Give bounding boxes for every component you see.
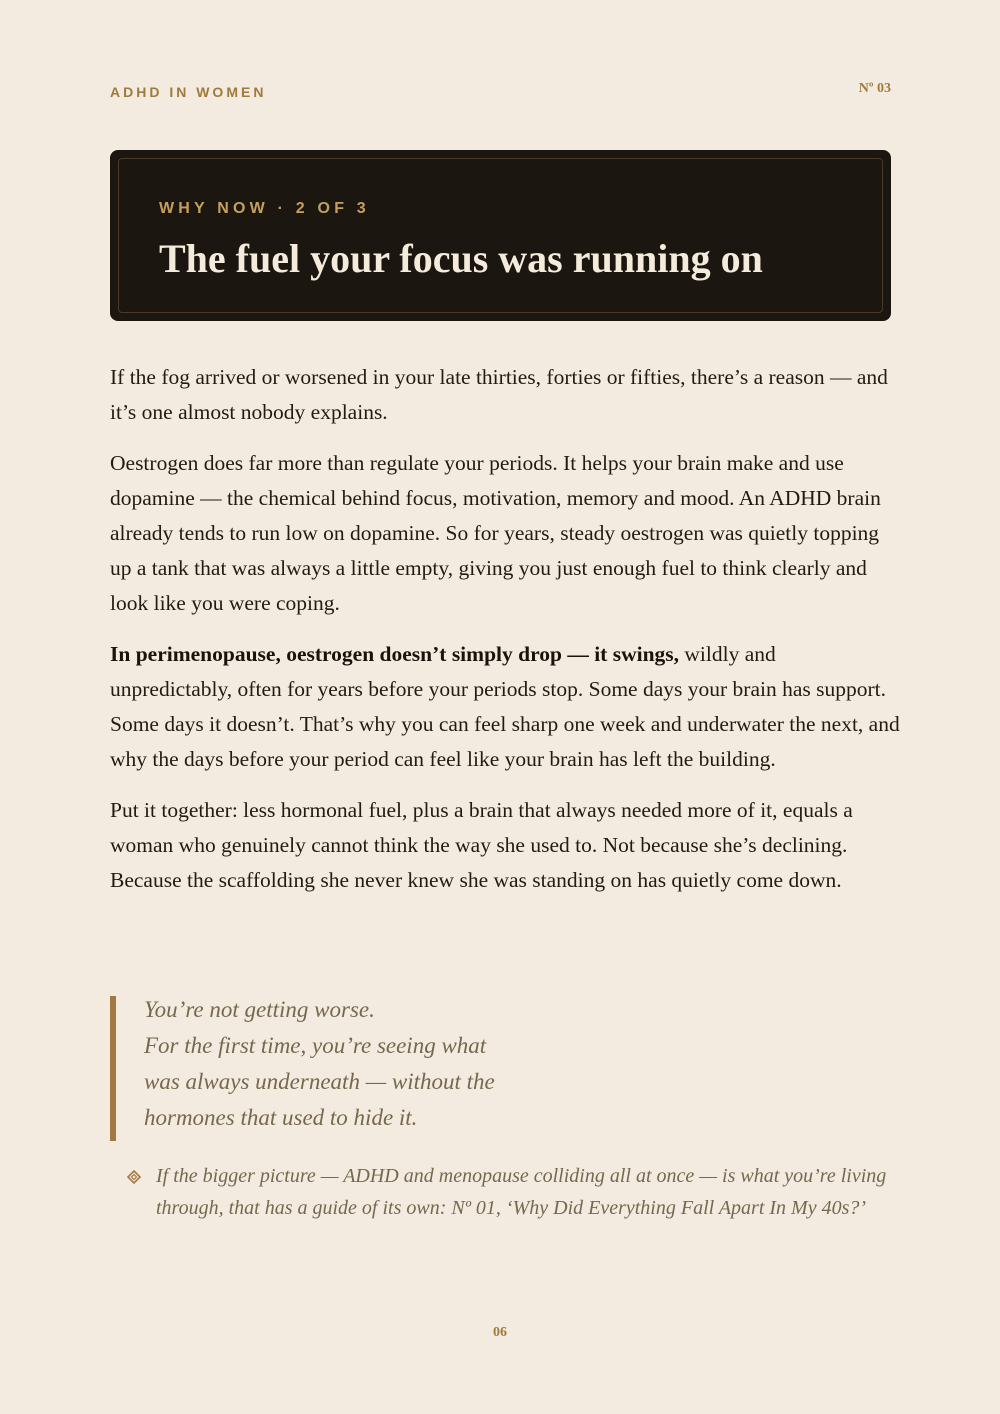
article-body [110, 360, 900, 914]
page-number: 06 [493, 1325, 507, 1340]
paragraph-3 [110, 637, 900, 777]
banner-frame [118, 158, 883, 313]
paragraph-1: If the fog arrived or worsened in your late thirties, forties or fifties, there’s a reason — and it’s one almost nobody explains. [110, 365, 888, 424]
pull-quote-line-4: hormones that used to hide it. [144, 1105, 418, 1130]
section-kicker: WHY NOW · 2 OF 3 [159, 200, 370, 217]
paragraph-3-emphasis: In perimenopause, oestrogen doesn’t simply drop — it swings, [110, 642, 680, 666]
pull-quote-line-3: was always underneath — without the [144, 1069, 495, 1094]
series-title: ADHD IN WOMEN [110, 84, 267, 100]
pull-quote [110, 996, 495, 1141]
pull-quote-line-1: You’re not getting worse. [144, 997, 375, 1022]
diamond-icon [126, 1169, 142, 1185]
paragraph-4: Put it together: less hormonal fuel, plus a brain that always needed more of it, equals a woman who genuinely cannot think the way she used to. Not because she’s declining. Because the scaffolding she never knew she was standing on has quietly come down. [110, 798, 853, 892]
pull-quote-line-2: For the first time, you’re seeing what [144, 1033, 487, 1058]
section-banner [110, 150, 891, 321]
cross-reference-text: If the bigger picture — ADHD and menopause colliding all at once — is what you’re living through, that has a guide of its own: Nº 01, ‘Why Did Everything Fall Apart In My 40s?’ [156, 1165, 887, 1219]
paragraph-3-rest: wildly and unpredictably, often for years before your periods stop. Some days your brain has support. Some days it doesn’t. That’s why you can feel sharp one week and underwater the next, and why the days before your period can feel like your brain has left the building. [110, 642, 900, 771]
page-title: The fuel your focus was running on [159, 236, 763, 281]
issue-number: Nº 03 [858, 81, 891, 96]
paragraph-2: Oestrogen does far more than regulate your periods. It helps your brain make and use dopamine — the chemical behind focus, motivation, memory and mood. An ADHD brain already tends to run low on dopamine. So for years, steady oestrogen was quietly topping up a tank that was always a little empty, giving you just enough fuel to think clearly and look like you were coping. [110, 451, 881, 615]
